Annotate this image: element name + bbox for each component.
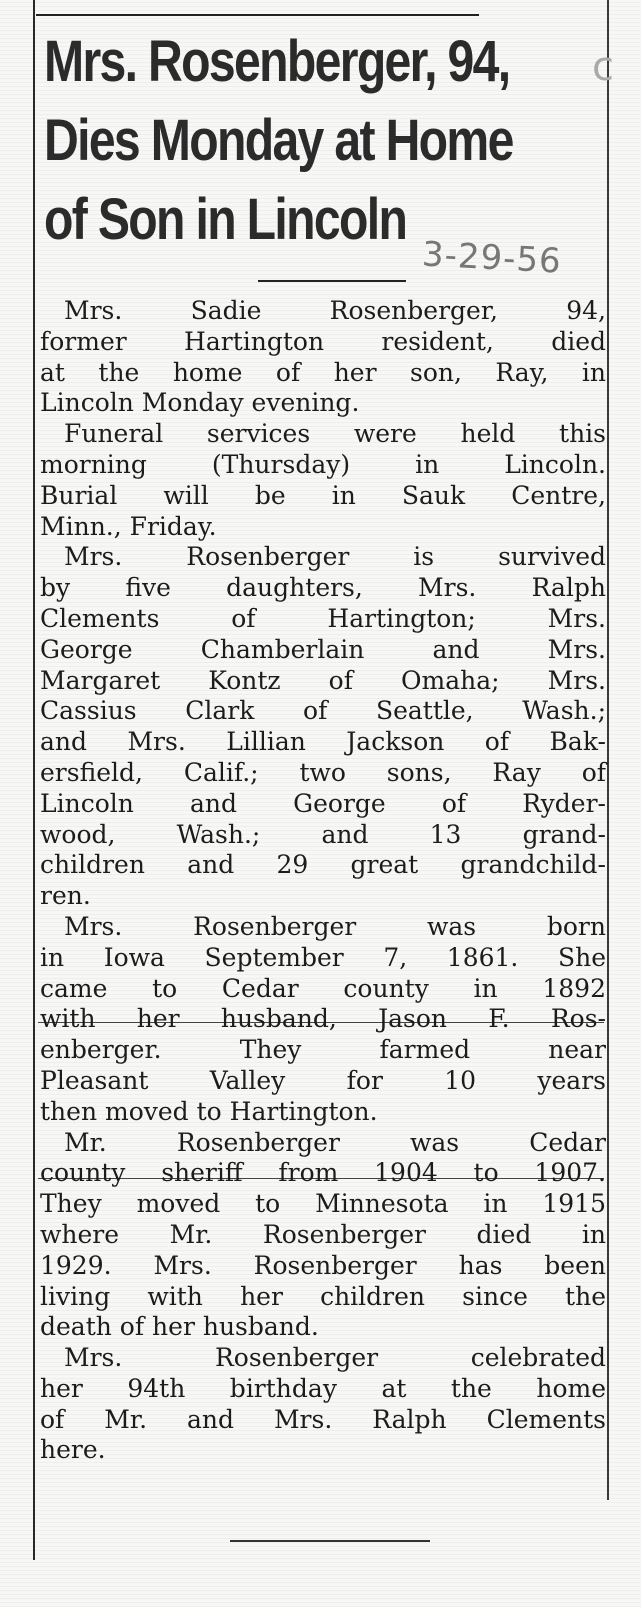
article-line: Mrs. Sadie Rosenberger, 94, <box>64 296 606 325</box>
article-line: Cassius Clark of Seattle, Wash.; <box>40 696 606 726</box>
article-line: ren. <box>40 881 91 911</box>
edge-mark: c <box>592 44 614 90</box>
article-line: Mrs. Rosenberger celebrated <box>64 1343 606 1373</box>
article-line: where Mr. Rosenberger died in <box>40 1219 606 1249</box>
headline-line: Dies Monday at Home <box>44 108 513 173</box>
article-line: at the home of her son, Ray, in <box>40 357 606 387</box>
right-column-rule <box>607 0 609 1500</box>
article-line: enberger. They farmed near <box>40 1035 606 1065</box>
headline <box>44 22 513 259</box>
bottom-rule <box>230 1540 430 1542</box>
article-line: children and 29 great grandchild- <box>40 850 606 880</box>
article-line: They moved to Minnesota in 1915 <box>40 1189 606 1219</box>
article-line: Lincoln Monday evening. <box>40 388 360 418</box>
headline-divider <box>258 280 406 282</box>
article-line: Minn., Friday. <box>40 511 217 541</box>
article-line: of Mr. and Mrs. Ralph Clements <box>40 1404 606 1434</box>
article-line: Pleasant Valley for 10 years <box>40 1065 606 1095</box>
article-line: death of her husband. <box>40 1312 319 1342</box>
article-line: 1929. Mrs. Rosenberger has been <box>40 1250 606 1280</box>
article-line: came to Cedar county in 1892 <box>40 973 606 1003</box>
article-line: wood, Wash.; and 13 grand- <box>40 819 606 849</box>
top-rule <box>36 14 479 16</box>
article-body <box>40 296 606 1466</box>
article-line: living with her children since the <box>40 1281 606 1311</box>
article-line: and Mrs. Lillian Jackson of Bak- <box>40 727 606 757</box>
article-line: by five daughters, Mrs. Ralph <box>40 573 606 603</box>
article-line: ersfield, Calif.; two sons, Ray of <box>40 757 606 787</box>
article-line: George Chamberlain and Mrs. <box>40 634 606 664</box>
article-line: Funeral services were held this <box>64 419 606 449</box>
article-line: in Iowa September 7, 1861. She <box>40 942 606 972</box>
article-line: then moved to Hartington. <box>40 1096 378 1126</box>
article-line: Mrs. Rosenberger is survived <box>64 542 606 572</box>
article-line: Margaret Kontz of Omaha; Mrs. <box>40 665 606 695</box>
article-line: county sheriff from 1904 to 1907. <box>40 1158 606 1188</box>
article-line: Burial will be in Sauk Centre, <box>40 480 606 510</box>
article-line: Mr. Rosenberger was Cedar <box>64 1127 606 1157</box>
article-line: with her husband, Jason F. Ros- <box>40 1004 606 1034</box>
article-line: here. <box>40 1435 106 1465</box>
article-line: Clements of Hartington; Mrs. <box>40 603 606 633</box>
article-line: morning (Thursday) in Lincoln. <box>40 449 606 479</box>
left-column-rule <box>33 0 35 1560</box>
article-line: Mrs. Rosenberger was born <box>64 911 606 941</box>
article-line: former Hartington resident, died <box>40 326 606 356</box>
article-line: Lincoln and George of Ryder- <box>40 788 606 818</box>
headline-line: of Son in Lincoln <box>44 187 407 252</box>
article-line: her 94th birthday at the home <box>40 1373 606 1403</box>
headline-line: Mrs. Rosenberger, 94, <box>44 29 510 94</box>
handwritten-date: 3-29-56 <box>421 234 563 282</box>
